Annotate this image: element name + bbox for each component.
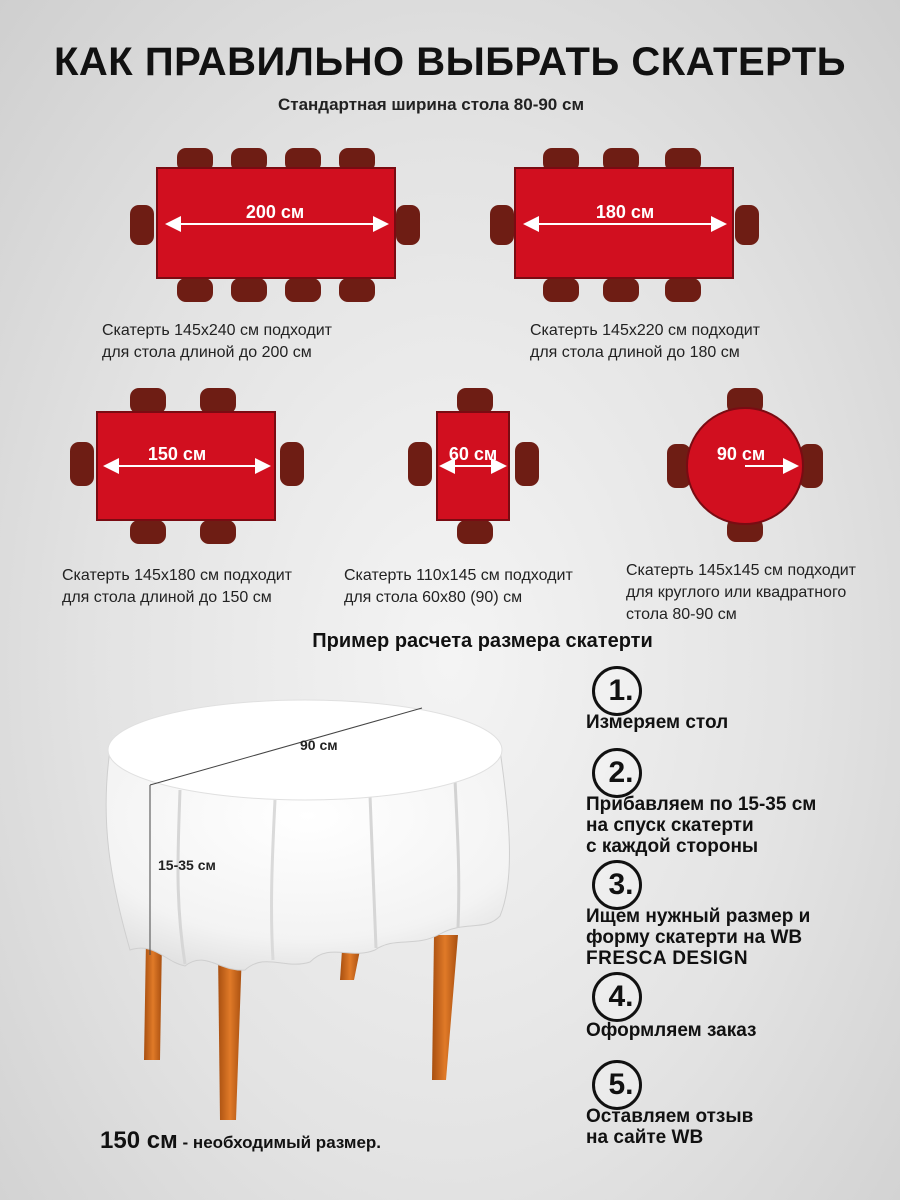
table-leg <box>432 935 458 1080</box>
step-text: Оставляем отзыв на сайте WB <box>586 1106 754 1148</box>
page-subtitle: Стандартная ширина стола 80-90 см <box>277 95 585 114</box>
diameter-label: 90 см <box>300 737 338 753</box>
step-number: 2. <box>592 748 642 798</box>
drop-label: 15-35 см <box>158 857 216 873</box>
result-text: - необходимый размер. <box>177 1133 382 1152</box>
table-leg <box>144 940 162 1060</box>
step-number: 5. <box>592 1060 642 1110</box>
table-size-label: 150 см <box>147 444 207 464</box>
table-caption: Скатерть 145х145 см подходит для круглого или квадратного стола 80-90 см <box>626 562 856 623</box>
table-size-label: 60 см <box>448 444 498 464</box>
table-caption: Скатерть 145х220 см подходит для стола длиной до 180 см <box>530 322 760 361</box>
step-number: 1. <box>592 666 642 716</box>
table-diagram-60 <box>405 380 545 550</box>
page-title: КАК ПРАВИЛЬНО ВЫБРАТЬ СКАТЕРТЬ <box>54 40 846 84</box>
table-diagram-180 <box>485 140 765 310</box>
table-caption: Скатерть 145х180 см подходит для стола длиной до 150 см <box>62 567 292 606</box>
table-caption: Скатерть 110х145 см подходит для стола 60х80 (90) см <box>344 567 573 606</box>
step-text: Прибавляем по 15-35 см на спуск скатерти с каждой стороны <box>586 794 817 857</box>
table-leg <box>218 950 242 1120</box>
step-text: Ищем нужный размер и форму скатерти на WB FRESCA DESIGN <box>586 906 811 969</box>
step-text: Измеряем стол <box>586 712 729 733</box>
table-size-label: 90 см <box>716 444 766 464</box>
result-value: 150 см <box>100 1127 178 1154</box>
table-size-label: 200 см <box>245 202 305 222</box>
table-caption: Скатерть 145х240 см подходит для стола длиной до 200 см <box>102 322 332 361</box>
table-diagram-200 <box>125 140 425 310</box>
table-size-label: 180 см <box>595 202 655 222</box>
brand-name: FRESCA DESIGN <box>586 948 749 969</box>
step-number: 3. <box>592 860 642 910</box>
step-number: 4. <box>592 972 642 1022</box>
table-diagram-round-90 <box>665 380 825 550</box>
example-heading: Пример расчета размера скатерти <box>312 630 653 652</box>
result-line <box>100 1127 381 1155</box>
table-leg <box>340 950 360 980</box>
table-diagram-150 <box>65 380 310 550</box>
step-text: Оформляем заказ <box>586 1020 757 1041</box>
